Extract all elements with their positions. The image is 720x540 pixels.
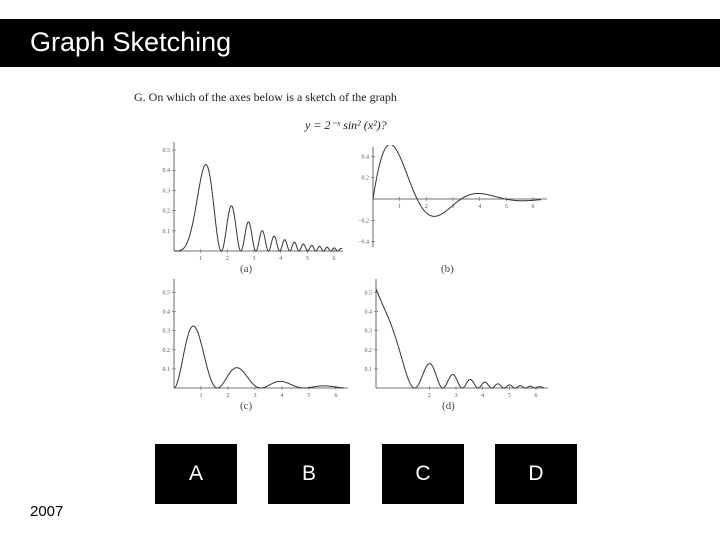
graph-c-plot xyxy=(148,275,348,400)
x-tick-label: 5 xyxy=(504,204,508,210)
x-tick-label: 5 xyxy=(305,256,309,262)
x-tick-label: 4 xyxy=(481,393,485,399)
x-tick-label: 5 xyxy=(507,393,511,399)
y-tick-label: −0.2 xyxy=(358,218,369,225)
slide-title: Graph Sketching xyxy=(30,27,232,57)
x-tick-label: 2 xyxy=(424,204,428,210)
choice-button-d[interactable]: D xyxy=(495,444,577,504)
title-bar xyxy=(0,19,720,67)
y-tick-label: 0.5 xyxy=(162,148,170,155)
x-tick-label: 2 xyxy=(427,393,431,399)
y-tick-label: 0.4 xyxy=(361,154,369,161)
question-prompt: G. On which of the axes below is a sketch of the graph xyxy=(134,90,397,104)
x-tick-label: 1 xyxy=(398,204,402,210)
curve-line xyxy=(174,165,342,251)
y-tick-label: 0.4 xyxy=(162,309,170,316)
y-tick-label: 0.5 xyxy=(162,290,170,297)
graph-panel-a xyxy=(148,138,343,275)
x-tick-label: 6 xyxy=(332,256,336,262)
y-tick-label: −0.4 xyxy=(358,239,369,246)
graph-d-plot xyxy=(348,275,548,400)
panel-label-c: (c) xyxy=(240,400,253,412)
x-tick-label: 4 xyxy=(280,393,284,399)
x-tick-label: 1 xyxy=(199,256,203,262)
choice-button-a[interactable]: A xyxy=(155,444,237,504)
x-tick-label: 4 xyxy=(478,204,482,210)
x-tick-label: 6 xyxy=(534,393,538,399)
x-tick-label: 6 xyxy=(531,204,535,210)
panel-label-b: (b) xyxy=(441,263,454,275)
x-tick-label: 2 xyxy=(225,256,229,262)
y-tick-label: 0.2 xyxy=(361,175,369,182)
graph-panel-b xyxy=(343,145,548,275)
panel-label-a: (a) xyxy=(240,263,253,275)
graph-b-plot xyxy=(343,145,548,260)
y-tick-label: 0.2 xyxy=(364,347,372,354)
x-tick-label: 3 xyxy=(252,256,256,262)
choice-button-c[interactable]: C xyxy=(382,444,464,504)
y-tick-label: 0.3 xyxy=(162,188,170,195)
graph-panel-c xyxy=(148,275,348,412)
x-tick-label: 5 xyxy=(307,393,311,399)
x-tick-label: 6 xyxy=(334,393,338,399)
x-tick-label: 1 xyxy=(199,393,203,399)
x-tick-label: 2 xyxy=(226,393,230,399)
y-tick-label: 0.4 xyxy=(364,309,372,316)
x-tick-label: 4 xyxy=(279,256,283,262)
curve-line xyxy=(376,289,544,388)
x-tick-label: 3 xyxy=(253,393,257,399)
y-tick-label: 0.5 xyxy=(364,290,372,297)
x-tick-label: 3 xyxy=(454,393,458,399)
y-tick-label: 0.1 xyxy=(364,366,372,373)
graph-panel-d xyxy=(348,275,548,412)
y-tick-label: 0.4 xyxy=(162,168,170,175)
choice-button-b[interactable]: B xyxy=(268,444,350,504)
y-tick-label: 0.1 xyxy=(162,228,170,235)
graph-a-plot xyxy=(148,138,343,263)
y-tick-label: 0.2 xyxy=(162,347,170,354)
y-tick-label: 0.3 xyxy=(364,328,372,335)
panel-label-d: (d) xyxy=(442,400,455,412)
y-tick-label: 0.2 xyxy=(162,208,170,215)
curve-line xyxy=(174,326,344,388)
y-tick-label: 0.1 xyxy=(162,366,170,373)
y-tick-label: 0.3 xyxy=(162,328,170,335)
question-equation: y = 2⁻ˣ sin² (x²)? xyxy=(305,118,387,132)
year-label: 2007 xyxy=(30,503,64,520)
x-tick-label: 3 xyxy=(451,204,455,210)
